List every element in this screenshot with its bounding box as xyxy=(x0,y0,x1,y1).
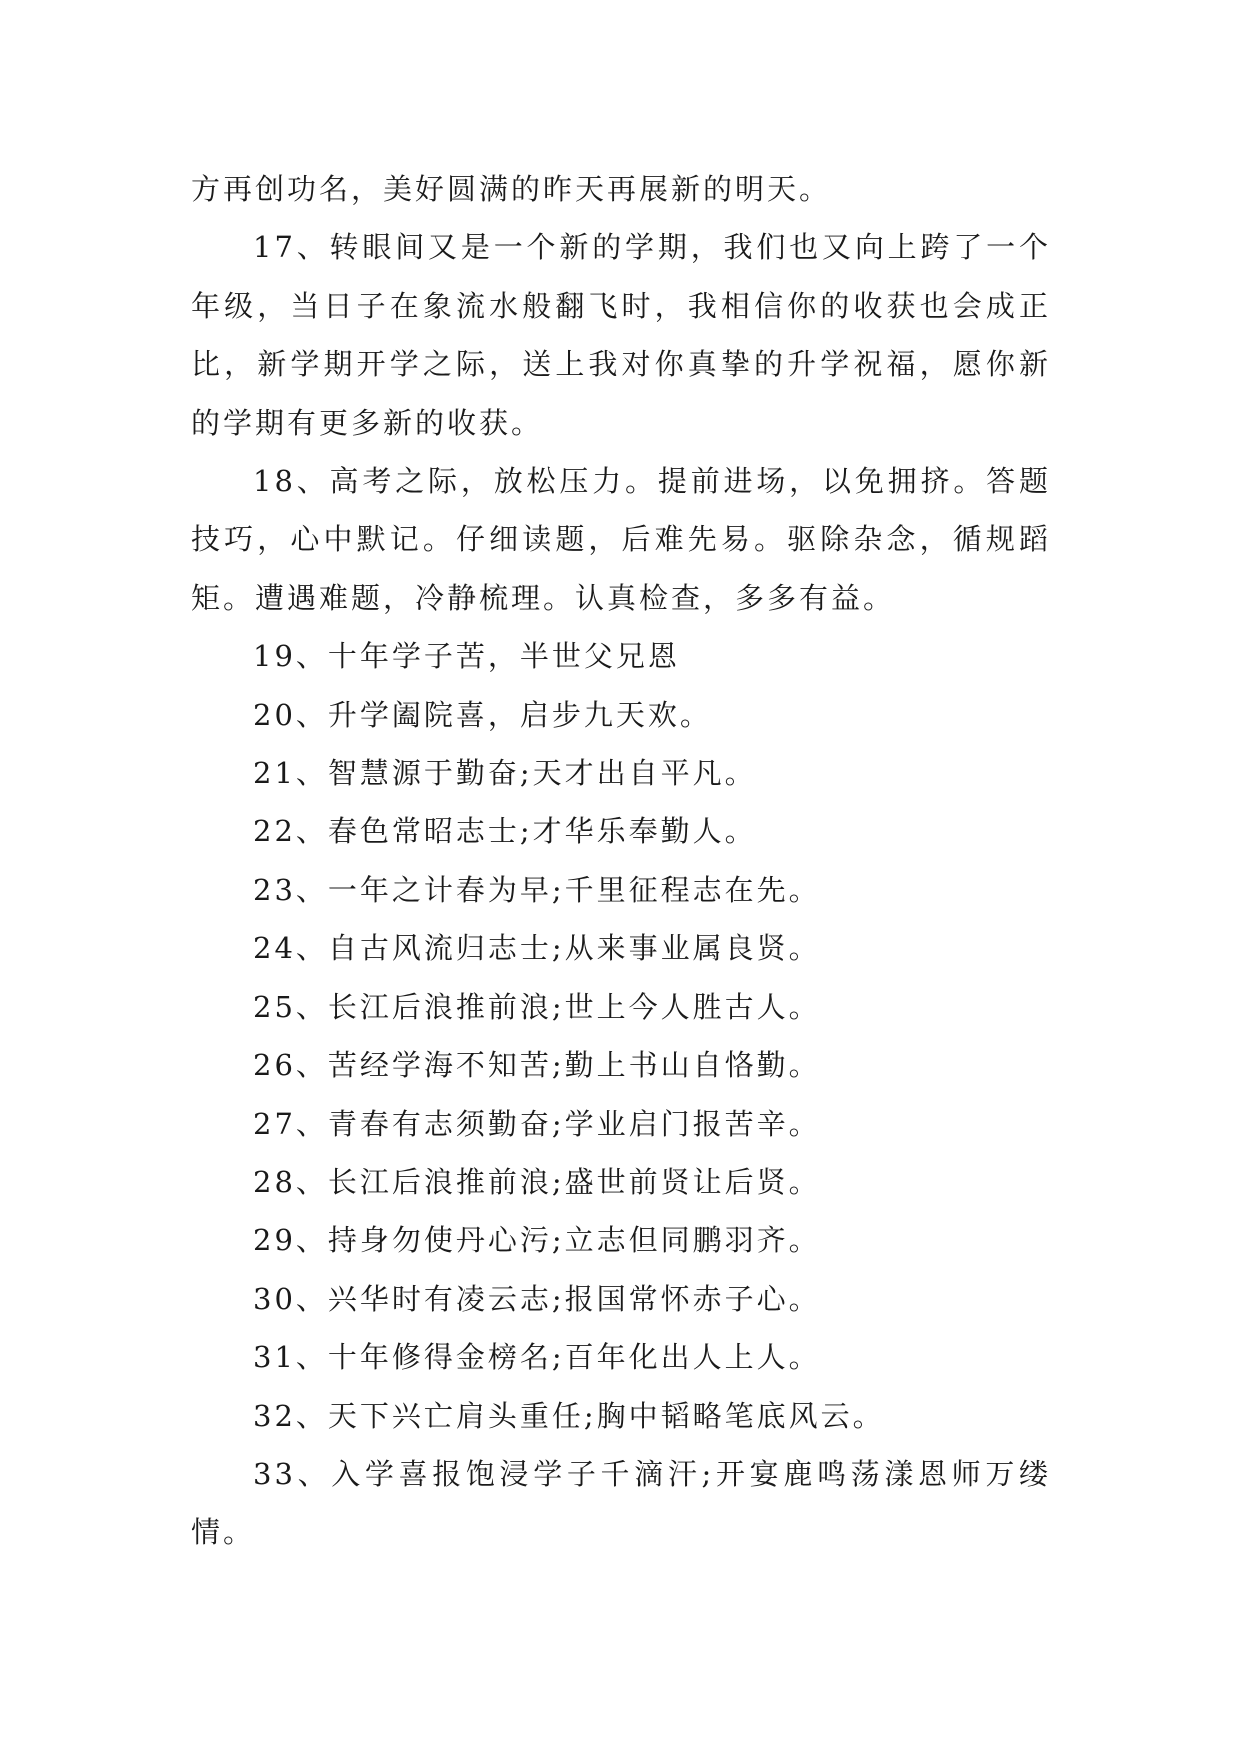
paragraph-31: 31、十年修得金榜名;百年化出人上人。 xyxy=(253,1340,821,1375)
paragraph-28: 28、长江后浪推前浪;盛世前贤让后贤。 xyxy=(253,1164,821,1199)
paragraph-30: 30、兴华时有凌云志;报国常怀赤子心。 xyxy=(253,1281,821,1316)
paragraph-20: 20、升学阖院喜，启步九天欢。 xyxy=(253,697,712,732)
document-body xyxy=(191,160,1051,1562)
paragraph-32: 32、天下兴亡肩头重任;胸中韬略笔底风云。 xyxy=(253,1398,885,1433)
paragraph-18: 18、高考之际，放松压力。提前进场，以免拥挤。答题技巧，心中默记。仔细读题，后难先易。驱除杂念，循规蹈矩。遭遇难题，冷静梳理。认真检查，多多有益。 xyxy=(191,464,1051,615)
paragraph-26: 26、苦经学海不知苦;勤上书山自恪勤。 xyxy=(253,1048,821,1083)
paragraph-33: 33、入学喜报饱浸学子千滴汗;开宴鹿鸣荡漾恩师万缕情。 xyxy=(191,1456,1051,1550)
paragraph-27: 27、青春有志须勤奋;学业启门报苦辛。 xyxy=(253,1106,821,1141)
paragraph-25: 25、长江后浪推前浪;世上今人胜古人。 xyxy=(253,989,821,1024)
paragraph-continuation: 方再创功名，美好圆满的昨天再展新的明天。 xyxy=(191,172,832,206)
paragraph-21: 21、智慧源于勤奋;天才出自平凡。 xyxy=(253,756,757,791)
paragraph-22: 22、春色常昭志士;才华乐奉勤人。 xyxy=(253,814,757,849)
paragraph-17: 17、转眼间又是一个新的学期，我们也又向上跨了一个年级，当日子在象流水般翻飞时，我相信你的收获也会成正比，新学期开学之际，送上我对你真挚的升学祝福，愿你新的学期有更多新的收获。 xyxy=(191,230,1051,440)
paragraph-24: 24、自古风流归志士;从来事业属良贤。 xyxy=(253,931,821,966)
paragraph-29: 29、持身勿使丹心污;立志但同鹏羽齐。 xyxy=(253,1223,821,1258)
paragraph-19: 19、十年学子苦，半世父兄恩 xyxy=(253,639,680,674)
paragraph-23: 23、一年之计春为早;千里征程志在先。 xyxy=(253,872,821,907)
